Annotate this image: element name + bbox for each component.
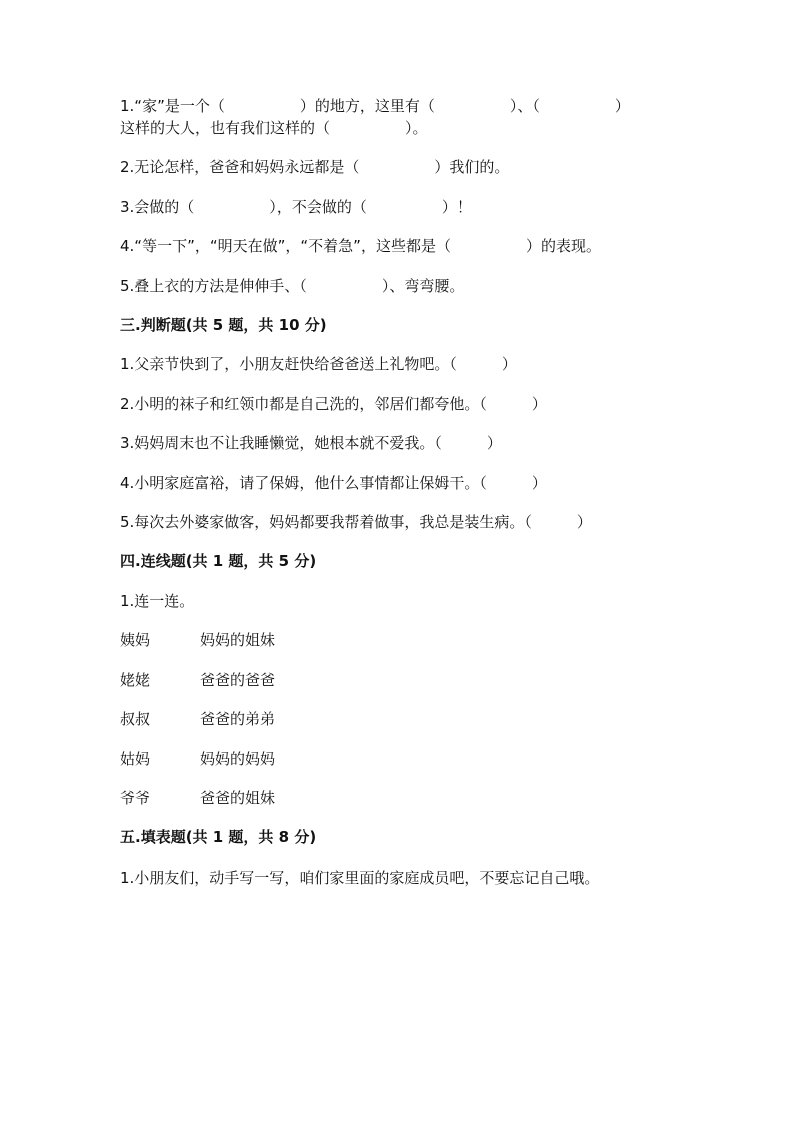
matching-prompt: 1.连一连。: [120, 592, 195, 610]
matching-left-item: 姑妈: [120, 750, 151, 768]
judgement-question-1: 1.父亲节快到了，小朋友赶快给爸爸送上礼物吧。（ ）: [120, 355, 517, 373]
section-heading-matching: 四.连线题(共 1 题，共 5 分): [120, 552, 317, 570]
fill-question-3: 3.会做的（ ），不会做的（ ）！: [120, 198, 472, 216]
matching-left-item: 姨妈: [120, 631, 151, 649]
fill-question-1-line-1: 1.“家”是一个（ ）的地方，这里有（ ）、（ ）: [120, 97, 630, 115]
fill-question-1-line-2: 这样的大人，也有我们这样的（ ）。: [120, 119, 428, 137]
fill-question-4: 4.“等一下”，“明天在做”，“不着急”，这些都是（ ）的表现。: [120, 237, 601, 255]
matching-right-item: 爸爸的姐妹: [200, 789, 276, 807]
judgement-question-2: 2.小明的袜子和红领巾都是自己洗的，邻居们都夸他。（ ）: [120, 395, 547, 413]
section-heading-judgement: 三.判断题(共 5 题，共 10 分): [120, 316, 327, 334]
table-fill-question-1: 1.小朋友们，动手写一写，咱们家里面的家庭成员吧，不要忘记自己哦。: [120, 869, 600, 887]
judgement-question-4: 4.小明家庭富裕，请了保姆，他什么事情都让保姆干。（ ）: [120, 474, 547, 492]
matching-left-item: 爷爷: [120, 789, 151, 807]
matching-right-item: 爸爸的爸爸: [200, 671, 276, 689]
matching-left-item: 姥姥: [120, 671, 151, 689]
section-heading-table-fill: 五.填表题(共 1 题，共 8 分): [120, 828, 317, 846]
matching-right-item: 妈妈的姐妹: [200, 631, 276, 649]
matching-left-item: 叔叔: [120, 710, 151, 728]
matching-right-item: 爸爸的弟弟: [200, 710, 276, 728]
matching-right-item: 妈妈的妈妈: [200, 750, 276, 768]
judgement-question-3: 3.妈妈周末也不让我睡懒觉，她根本就不爱我。（ ）: [120, 434, 502, 452]
fill-question-2: 2.无论怎样，爸爸和妈妈永远都是（ ）我们的。: [120, 158, 510, 176]
judgement-question-5: 5.每次去外婆家做客，妈妈都要我帮着做事，我总是装生病。（ ）: [120, 513, 592, 531]
fill-question-5: 5.叠上衣的方法是伸伸手、（ ）、弯弯腰。: [120, 277, 465, 295]
